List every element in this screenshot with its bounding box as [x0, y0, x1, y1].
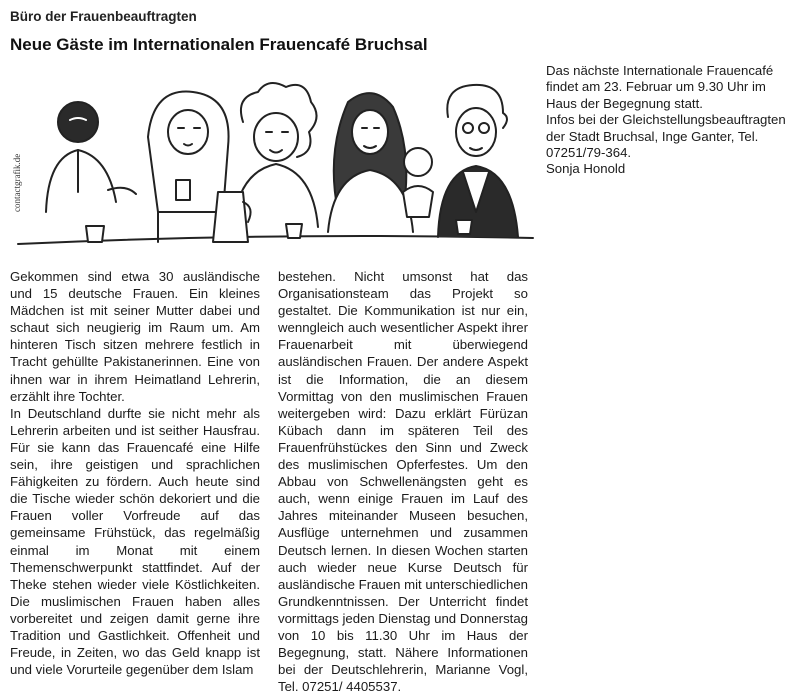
- info-box: [546, 63, 796, 178]
- paragraph: bestehen. Nicht umsonst hat das Organisationsteam das Projekt so gestaltet. Die Kommunikation ist nur ein, wenngleich auch wesentlicher Aspekt ihrer Frauenarbeit mit überwiegend ausländischen Frauen. Der andere Aspekt ist die Information, die an diesem Vormittag von den muslimischen Frauen weitergeben wird: Dazu erklärt Fürüzan Kübach dann im späteren Teil des Frauenfrühstückes den Sinn und Zweck des muslimischen Opferfestes. Um den Abbau von Schwellenängsten geht es auch, wenn einige Frauen im Lauf des Jahres miteinander Museen besuchen, Ausflüge unternehmen und zusammen Deutsch lernen. In diesen Wochen starten auch wieder neue Kurse Deutsch für ausländische Frauen mit unterschiedlichen Grundkenntnissen. Der Unterricht findet vormittags jeden Dienstag und Donnerstag von 10 bis 11.30 Uhr im Haus der Begegnung, statt. Nähere Informationen bei der Deutschlehrerin, Marianne Vogl, Tel. 07251/ 4405537.: [278, 269, 528, 695]
- author-name: Sonja Honold: [546, 161, 626, 177]
- article-column-middle: [278, 268, 528, 695]
- paragraph: In Deutschland durfte sie nicht mehr als Lehrerin arbeiten und ist seither Hausfrau. Für sie kann das Frauencafé eine Hilfe sein, ihre geistigen und sprachlichen Fähigkeiten zu fördern. Auch heute sind die Tische wieder schön dekoriert und die Frauen voller Vorfreude auf das gemeinsame Frühstück, das regelmäßig einmal im Monat mit einem Themenschwerpunkt stattfindet. Auf der Theke stehen wieder viele Köstlichkeiten. Die muslimischen Frauen haben alles vorbereitet und zeigen damit gerne ihre Tradition und Gastlichkeit. Offenheit und Freude, in Zeiten, wo das Geld knapp ist und viele Vorurteile gegenüber dem Islam: [10, 405, 260, 678]
- event-notice: Das nächste Internationale Frauencafé findet am 23. Februar um 9.30 Uhr im Haus der Begegnung statt.: [546, 63, 774, 111]
- women-at-table-illustration: [8, 62, 538, 262]
- paragraph: Gekommen sind etwa 30 ausländische und 15 deutsche Frauen. Ein kleines Mädchen ist mit seiner Mutter dabei und schaut sich neugierig im Raum um. Am hinteren Tisch sitzen mehrere festlich in Tracht gehüllte Pakistanerinnen. Eine von ihnen war in ihrem Heimatland Lehrerin, erzählt ihre Tochter.: [10, 269, 260, 404]
- article-headline: Neue Gäste im Internationalen Frauencafé Bruchsal: [10, 35, 428, 54]
- article-column-left: [10, 268, 260, 678]
- contact-info: Infos bei der Gleichstellungsbeauftragten der Stadt Bruchsal, Inge Ganter, Tel. 07251/79-364.: [546, 112, 786, 161]
- section-label: Büro der Frauenbeauftragten: [10, 9, 197, 24]
- illustration-credit: contactgrafik.de: [12, 153, 22, 212]
